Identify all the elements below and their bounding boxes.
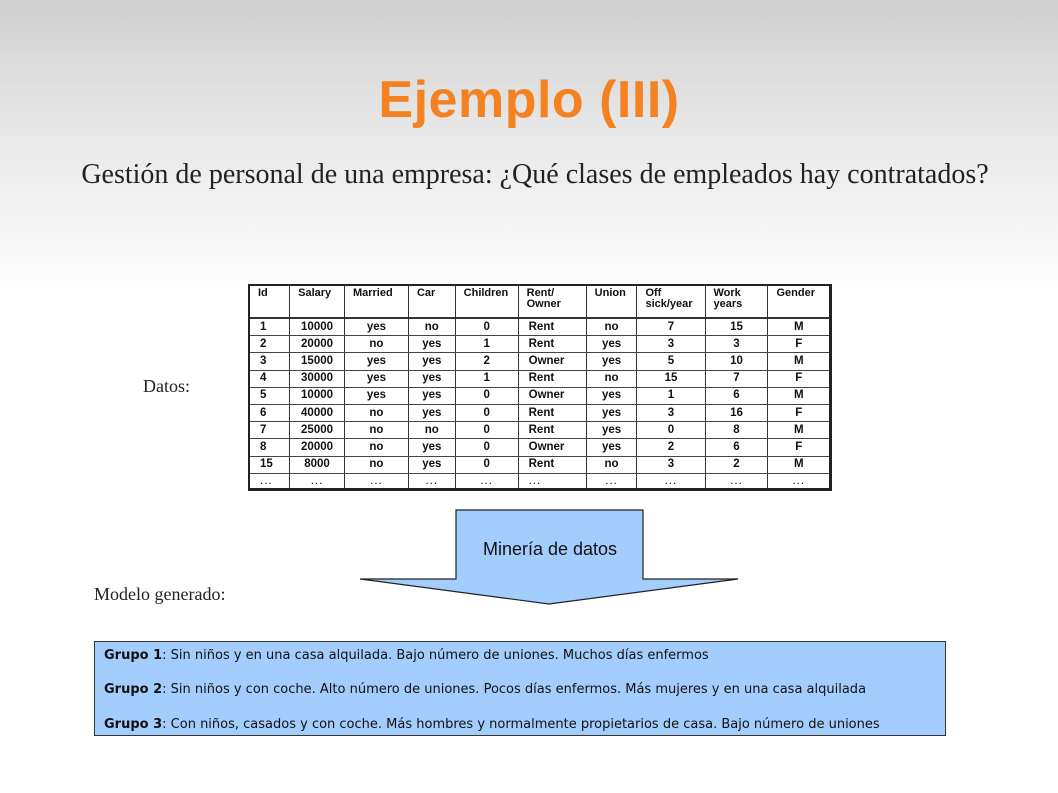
table-cell: no xyxy=(344,336,408,353)
table-cell: Owner xyxy=(518,439,586,456)
table-cell: 2 xyxy=(455,353,518,370)
table-cell: 6 xyxy=(705,439,768,456)
table-row xyxy=(250,439,829,456)
modelo-label: Modelo generado: xyxy=(94,584,226,604)
table-cell: ... xyxy=(408,473,455,490)
table-cell: Owner xyxy=(518,353,586,370)
table-cell: 10000 xyxy=(290,318,345,336)
table-cell: yes xyxy=(344,353,408,370)
table-cell: ... xyxy=(290,473,345,490)
table-cell: Rent xyxy=(518,422,586,439)
table-cell: 15 xyxy=(705,318,768,336)
table-cell: 0 xyxy=(637,422,705,439)
table-cell: 20000 xyxy=(290,439,345,456)
table-row xyxy=(250,318,829,336)
table-cell: F xyxy=(768,404,829,421)
table-cell: ... xyxy=(455,473,518,490)
table-cell: no xyxy=(344,422,408,439)
table-cell: 1 xyxy=(637,387,705,404)
table-cell: M xyxy=(768,422,829,439)
table-cell: no xyxy=(408,422,455,439)
table-row xyxy=(250,370,829,387)
table-cell: 6 xyxy=(250,404,290,421)
table-cell: no xyxy=(344,456,408,473)
table-cell: yes xyxy=(408,387,455,404)
table-cell: Owner xyxy=(518,387,586,404)
table-cell: 5 xyxy=(250,387,290,404)
table-cell: 0 xyxy=(455,422,518,439)
table-cell: 15 xyxy=(637,370,705,387)
table-cell: 2 xyxy=(250,336,290,353)
group-description: : Sin niños y con coche. Alto número de uniones. Pocos días enfermos. Más mujeres y en una casa alquilada xyxy=(162,682,867,697)
table-cell: M xyxy=(768,456,829,473)
group-description: : Con niños, casados y con coche. Más hombres y normalmente propietarios de casa. Bajo número de uniones xyxy=(162,717,880,732)
table-cell: 0 xyxy=(455,439,518,456)
slide-title: Ejemplo (III) xyxy=(378,71,680,129)
table-cell: ... xyxy=(250,473,290,490)
table-row xyxy=(250,473,829,490)
column-header: Rent/ Owner xyxy=(518,286,586,318)
table-row xyxy=(250,456,829,473)
table-cell: 0 xyxy=(455,318,518,336)
table-cell: yes xyxy=(586,439,637,456)
table-cell: yes xyxy=(408,336,455,353)
group-description: : Sin niños y en una casa alquilada. Bajo número de uniones. Muchos días enfermos xyxy=(162,648,709,663)
table-cell: yes xyxy=(408,439,455,456)
table-cell: ... xyxy=(344,473,408,490)
table-cell: yes xyxy=(344,318,408,336)
table-cell: yes xyxy=(586,336,637,353)
table-cell: yes xyxy=(408,353,455,370)
column-header: Married xyxy=(344,286,408,318)
table-cell: ... xyxy=(518,473,586,490)
table-cell: yes xyxy=(408,404,455,421)
table-cell: 0 xyxy=(455,387,518,404)
table-cell: F xyxy=(768,336,829,353)
table-cell: 4 xyxy=(250,370,290,387)
table-cell: 8 xyxy=(705,422,768,439)
table-cell: ... xyxy=(705,473,768,490)
table-cell: 5 xyxy=(637,353,705,370)
table-cell: yes xyxy=(586,422,637,439)
table-cell: yes xyxy=(586,404,637,421)
table-cell: M xyxy=(768,318,829,336)
table-cell: 16 xyxy=(705,404,768,421)
table-cell: yes xyxy=(586,353,637,370)
table-cell: 1 xyxy=(455,370,518,387)
data-table-frame xyxy=(248,284,832,491)
table-cell: Rent xyxy=(518,336,586,353)
table-cell: F xyxy=(768,370,829,387)
table-cell: ... xyxy=(792,475,806,488)
table-cell: 1 xyxy=(250,318,290,336)
column-header: Car xyxy=(408,286,455,318)
table-cell: yes xyxy=(408,370,455,387)
column-header: Off sick/year xyxy=(637,286,705,318)
table-cell: M xyxy=(768,353,829,370)
table-header-row xyxy=(250,286,829,318)
table-cell: Rent xyxy=(518,318,586,336)
table-cell: Rent xyxy=(518,370,586,387)
table-cell: no xyxy=(586,370,637,387)
table-cell: yes xyxy=(408,456,455,473)
column-header: Union xyxy=(586,286,637,318)
group-name: Grupo 2 xyxy=(104,682,163,697)
table-cell: ... xyxy=(637,473,705,490)
table-cell: no xyxy=(586,318,637,336)
group-name: Grupo 3 xyxy=(104,717,163,732)
table-cell: yes xyxy=(344,370,408,387)
table-cell: 0 xyxy=(455,456,518,473)
table-cell: 7 xyxy=(250,422,290,439)
table-cell: 0 xyxy=(455,404,518,421)
table-cell: 2 xyxy=(637,439,705,456)
table-cell: F xyxy=(768,439,829,456)
table-cell: Rent xyxy=(518,404,586,421)
table-row xyxy=(250,404,829,421)
model-group-1 xyxy=(104,648,709,663)
table-row xyxy=(250,353,829,370)
column-header: Gender xyxy=(768,286,829,318)
table-cell: 3 xyxy=(250,353,290,370)
model-group-2 xyxy=(104,682,866,697)
table-cell: 30000 xyxy=(290,370,345,387)
table-cell: no xyxy=(344,439,408,456)
table-cell: 20000 xyxy=(290,336,345,353)
table-cell: 15000 xyxy=(290,353,345,370)
table-cell: 8000 xyxy=(290,456,345,473)
table-cell: 25000 xyxy=(290,422,345,439)
column-header: Id xyxy=(250,286,290,318)
table-cell: 3 xyxy=(637,456,705,473)
arrow-label: Minería de datos xyxy=(482,539,618,559)
table-cell: 1 xyxy=(455,336,518,353)
table-cell: no xyxy=(344,404,408,421)
column-header: Salary xyxy=(290,286,345,318)
table-cell: 10 xyxy=(705,353,768,370)
table-cell: no xyxy=(408,318,455,336)
table-cell: no xyxy=(586,456,637,473)
table-cell: 2 xyxy=(705,456,768,473)
table-cell: 7 xyxy=(637,318,705,336)
table-cell: 3 xyxy=(637,336,705,353)
table-cell: 6 xyxy=(705,387,768,404)
table-cell: 3 xyxy=(637,404,705,421)
slide-subtitle: Gestión de personal de una empresa: ¿Qué clases de empleados hay contratados? xyxy=(81,159,989,190)
table-row xyxy=(250,422,829,439)
generated-model-box xyxy=(94,641,946,736)
model-group-3 xyxy=(104,717,880,732)
table-cell: 40000 xyxy=(290,404,345,421)
employee-data-table xyxy=(250,286,829,490)
table-cell: ... xyxy=(586,473,637,490)
table-row xyxy=(250,387,829,404)
column-header: Children xyxy=(455,286,518,318)
table-row xyxy=(250,336,829,353)
table-cell: 10000 xyxy=(290,387,345,404)
group-name: Grupo 1 xyxy=(104,648,163,663)
table-cell: 7 xyxy=(705,370,768,387)
table-body xyxy=(250,318,829,490)
table-cell: yes xyxy=(586,387,637,404)
table-cell: 8 xyxy=(250,439,290,456)
table-cell: 3 xyxy=(705,336,768,353)
column-header: Work years xyxy=(705,286,768,318)
datos-label: Datos: xyxy=(143,376,190,396)
table-cell: M xyxy=(768,387,829,404)
table-cell: yes xyxy=(344,387,408,404)
table-cell: 15 xyxy=(250,456,290,473)
table-cell: Rent xyxy=(518,456,586,473)
